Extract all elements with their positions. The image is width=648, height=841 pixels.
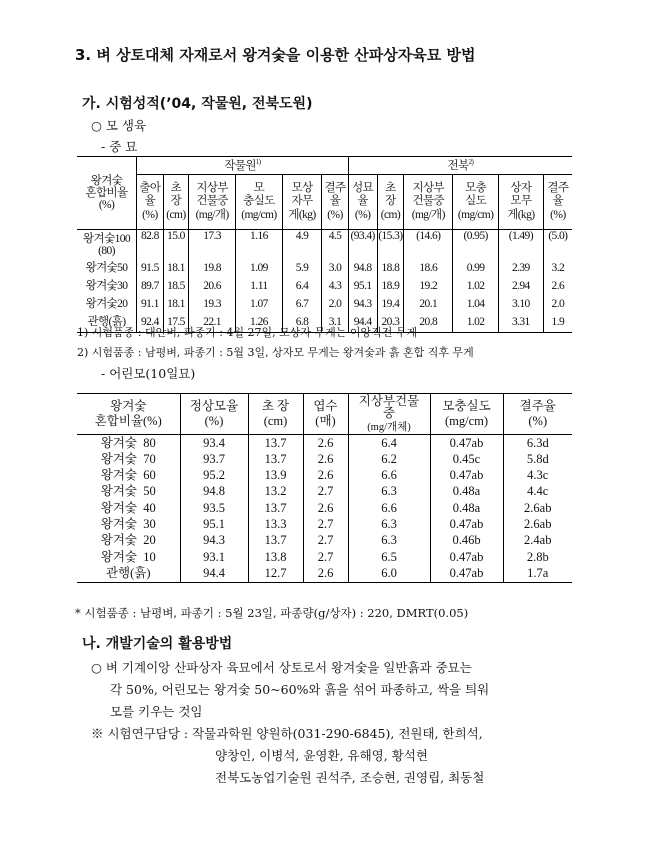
table-cell: 19.4	[377, 296, 404, 314]
table-cell: 4.3	[322, 278, 349, 296]
table-cell: 93.5	[180, 500, 248, 516]
table-cell: 6.2	[348, 451, 430, 467]
table-cell: 6.6	[348, 500, 430, 516]
table-cell: 95.1	[180, 516, 248, 532]
table1-col-header: 초 장 (cm)	[377, 175, 404, 230]
row-label: 관행(흙)	[77, 565, 180, 582]
table-cell: 0.48a	[430, 484, 503, 500]
table-cell: 3.10	[498, 296, 543, 314]
usage-bullet-line-3: 모를 키우는 것임	[110, 704, 203, 719]
table-cell: 2.7	[303, 484, 348, 500]
table-cell: 13.8	[248, 549, 303, 565]
table2-col-header: 결주율 (%)	[503, 394, 572, 435]
table-cell: 2.6	[303, 468, 348, 484]
table-cell: 2.6	[303, 435, 348, 452]
table-cell: 2.6ab	[503, 500, 572, 516]
table-row	[77, 435, 572, 452]
table1-col-header: 상자 모무 게(kg)	[498, 175, 543, 230]
sub-medium-seedling: - 중 묘	[101, 139, 138, 154]
table-cell: 17.3	[189, 230, 236, 260]
table-cell: 18.8	[377, 260, 404, 278]
table-cell: 2.7	[303, 533, 348, 549]
row-label: 왕겨숯 40	[77, 500, 180, 516]
table2-col-header: 지상부건물 중 (mg/개체)	[348, 394, 430, 435]
table-row	[77, 451, 572, 467]
row-label: 왕겨숯30	[77, 278, 137, 296]
table1-col-header: 지상부 건물중 (mg/개)	[404, 175, 453, 230]
table-row	[77, 260, 572, 278]
table-cell: 6.4	[282, 278, 321, 296]
table1-corner-header: 왕겨숯 혼합비율 (%)	[77, 157, 137, 230]
table-cell: 6.5	[348, 549, 430, 565]
table-cell: 18.1	[163, 260, 189, 278]
table-cell: 4.5	[322, 230, 349, 260]
table1-group-crop-institute: 작물원$^{1)}$	[137, 157, 349, 175]
table-cell: (1.49)	[498, 230, 543, 260]
table1-col-header: 출아 율 (%)	[137, 175, 164, 230]
row-label: 왕겨숯 70	[77, 451, 180, 467]
table1-col-header: 성묘 율 (%)	[348, 175, 377, 230]
table-cell: 6.3d	[503, 435, 572, 452]
table1-col-header: 모 충실도 (mg/cm)	[236, 175, 283, 230]
table-cell: 15.0	[163, 230, 189, 260]
row-label: 관행(흙)	[77, 314, 137, 333]
table-cell: 6.4	[348, 435, 430, 452]
table-cell: (15.3)	[377, 230, 404, 260]
table-cell: 2.0	[322, 296, 349, 314]
medium-seedling-table	[77, 156, 572, 333]
table-cell: (93.4)	[348, 230, 377, 260]
table-row	[77, 533, 572, 549]
table-cell: 2.39	[498, 260, 543, 278]
table-cell: (5.0)	[543, 230, 572, 260]
table-cell: 2.6	[543, 278, 572, 296]
table-cell: 2.6	[303, 451, 348, 467]
row-label: 왕겨숯20	[77, 296, 137, 314]
section-b-heading: 나. 개발기술의 활용방법	[82, 636, 233, 652]
table-cell: 2.7	[303, 549, 348, 565]
table-row	[77, 516, 572, 532]
table1-note-2: 2) 시험품종 : 남평벼, 파종기 : 5월 3일, 상자모 무게는 왕겨숯과 흙 혼합 직후 무게	[77, 346, 474, 359]
table-cell: 1.11	[236, 278, 283, 296]
table-cell: 2.8b	[503, 549, 572, 565]
contact-line-2: 양창인, 이병석, 윤영환, 유해영, 황석현	[215, 748, 428, 763]
table-cell: 91.1	[137, 296, 164, 314]
item-seedling-growth: ○ 모 생육	[91, 118, 147, 133]
table-cell: 2.0	[543, 296, 572, 314]
table2-col-header: 정상모율 (%)	[180, 394, 248, 435]
table-cell: 94.8	[348, 260, 377, 278]
table-cell: 0.45c	[430, 451, 503, 467]
table-cell: 82.8	[137, 230, 164, 260]
table-cell: 18.5	[163, 278, 189, 296]
table-cell: 4.3c	[503, 468, 572, 484]
table1-col-header: 모충 실도 (mg/cm)	[453, 175, 499, 230]
table-cell: 6.8	[282, 314, 321, 333]
table-cell: 95.2	[180, 468, 248, 484]
table2-col-header: 왕겨숯 혼합비율(%)	[77, 394, 180, 435]
table-row	[77, 565, 572, 582]
table-cell: 0.47ab	[430, 468, 503, 484]
table-cell: 93.1	[180, 549, 248, 565]
table-cell: (14.6)	[404, 230, 453, 260]
table-cell: 2.6	[303, 500, 348, 516]
table-cell: 19.3	[189, 296, 236, 314]
table-cell: 3.1	[322, 314, 349, 333]
table-cell: 22.1	[189, 314, 236, 333]
table1-group-jeonbuk: 전북$^{2)}$	[348, 157, 572, 175]
table-cell: 6.3	[348, 484, 430, 500]
table-cell: 19.2	[404, 278, 453, 296]
row-label: 왕겨숯50	[77, 260, 137, 278]
table-cell: 91.5	[137, 260, 164, 278]
table-cell: 94.8	[180, 484, 248, 500]
table-cell: 3.2	[543, 260, 572, 278]
table-cell: 20.1	[404, 296, 453, 314]
table-cell: 13.7	[248, 500, 303, 516]
table-cell: 13.7	[248, 435, 303, 452]
table-row	[77, 549, 572, 565]
table-cell: 3.31	[498, 314, 543, 333]
table-cell: 5.8d	[503, 451, 572, 467]
table-row	[77, 278, 572, 296]
contact-line-3: 전북도농업기술원 권석주, 조승현, 권영립, 최동철	[215, 770, 485, 785]
table-cell: 13.7	[248, 451, 303, 467]
row-label: 왕겨숯 30	[77, 516, 180, 532]
table-cell: 18.1	[163, 296, 189, 314]
table-cell: 6.3	[348, 516, 430, 532]
row-label: 왕겨숯 10	[77, 549, 180, 565]
table-cell: 1.02	[453, 314, 499, 333]
table1-col-header: 결주 율 (%)	[543, 175, 572, 230]
table-cell: 6.3	[348, 533, 430, 549]
table-row	[77, 230, 572, 260]
table-cell: 94.3	[180, 533, 248, 549]
table-cell: 2.6	[303, 565, 348, 582]
table-cell: 1.9	[543, 314, 572, 333]
table-cell: 3.0	[322, 260, 349, 278]
table-cell: 0.48a	[430, 500, 503, 516]
table-cell: 0.47ab	[430, 565, 503, 582]
section-a-heading: 가. 시험성적(’04, 작물원, 전북도원)	[82, 96, 313, 112]
table-cell: 1.16	[236, 230, 283, 260]
table-cell: 89.7	[137, 278, 164, 296]
row-label: 왕겨숯 60	[77, 468, 180, 484]
table-cell: 13.2	[248, 484, 303, 500]
table-cell: 6.7	[282, 296, 321, 314]
table-cell: 0.46b	[430, 533, 503, 549]
table1-col-header: 모상 자무 게(kg)	[282, 175, 321, 230]
table-cell: 1.07	[236, 296, 283, 314]
table-cell: 2.6ab	[503, 516, 572, 532]
table-cell: 1.26	[236, 314, 283, 333]
table-cell: 13.3	[248, 516, 303, 532]
table-cell: 92.4	[137, 314, 164, 333]
table-cell: 20.3	[377, 314, 404, 333]
table-cell: 2.4ab	[503, 533, 572, 549]
table2-col-header: 모충실도 (mg/cm)	[430, 394, 503, 435]
table-cell: (0.95)	[453, 230, 499, 260]
table2-col-header: 초 장 (cm)	[248, 394, 303, 435]
table-cell: 1.7a	[503, 565, 572, 582]
table-cell: 18.9	[377, 278, 404, 296]
table1-col-header: 지상부 건물중 (mg/개)	[189, 175, 236, 230]
table-cell: 17.5	[163, 314, 189, 333]
contact-line-1: ※ 시험연구담당 : 작물과학원 양원하(031-290-6845), 전원태, 한희석,	[91, 726, 483, 741]
row-label: 왕겨숯100 (80)	[77, 230, 137, 260]
table-cell: 94.3	[348, 296, 377, 314]
table-row	[77, 500, 572, 516]
table-row	[77, 468, 572, 484]
document-title: 3. 벼 상토대체 자재로서 왕겨숯을 이용한 산파상자육묘 방법	[75, 46, 476, 64]
table-cell: 93.7	[180, 451, 248, 467]
table-cell: 0.47ab	[430, 516, 503, 532]
table-cell: 4.4c	[503, 484, 572, 500]
row-label: 왕겨숯 50	[77, 484, 180, 500]
table-cell: 93.4	[180, 435, 248, 452]
table-cell: 94.4	[348, 314, 377, 333]
table2-col-header: 엽수 (매)	[303, 394, 348, 435]
table-cell: 0.47ab	[430, 435, 503, 452]
table-row	[77, 484, 572, 500]
table-cell: 94.4	[180, 565, 248, 582]
table-cell: 0.47ab	[430, 549, 503, 565]
young-seedling-table	[77, 393, 572, 583]
table1-col-header: 초 장 (cm)	[163, 175, 189, 230]
table-cell: 95.1	[348, 278, 377, 296]
table-cell: 1.04	[453, 296, 499, 314]
table2-note: * 시험품종 : 남평벼, 파종기 : 5월 23일, 파종량(g/상자) : 220, DMRT(0.05)	[75, 606, 469, 620]
row-label: 왕겨숯 80	[77, 435, 180, 452]
table-cell: 0.99	[453, 260, 499, 278]
table-cell: 18.6	[404, 260, 453, 278]
sub-young-seedling: - 어린모(10일묘)	[101, 366, 196, 381]
table1-col-header: 결주 율 (%)	[322, 175, 349, 230]
table-cell: 4.9	[282, 230, 321, 260]
table-row	[77, 296, 572, 314]
table-cell: 5.9	[282, 260, 321, 278]
table-cell: 20.8	[404, 314, 453, 333]
table-cell: 12.7	[248, 565, 303, 582]
table-cell: 2.94	[498, 278, 543, 296]
table-cell: 1.02	[453, 278, 499, 296]
table-cell: 6.0	[348, 565, 430, 582]
table-cell: 20.6	[189, 278, 236, 296]
table-cell: 13.9	[248, 468, 303, 484]
table-cell: 13.7	[248, 533, 303, 549]
table-cell: 2.7	[303, 516, 348, 532]
row-label: 왕겨숯 20	[77, 533, 180, 549]
table-cell: 6.6	[348, 468, 430, 484]
usage-bullet-line-1: ○ 벼 기계이앙 산파상자 육묘에서 상토로서 왕겨숯을 일반흙과 중묘는	[91, 660, 472, 675]
table1-note-1: 1) 시험품종 : 대안벼, 파종기 : 4월 27일, 모상자 무게는 이앙직전 무게	[77, 326, 418, 339]
table-cell: 1.09	[236, 260, 283, 278]
usage-bullet-line-2: 각 50%, 어린모는 왕겨숯 50~60%와 흙을 섞어 파종하고, 싹을 틔워	[110, 682, 490, 697]
table-cell: 19.8	[189, 260, 236, 278]
